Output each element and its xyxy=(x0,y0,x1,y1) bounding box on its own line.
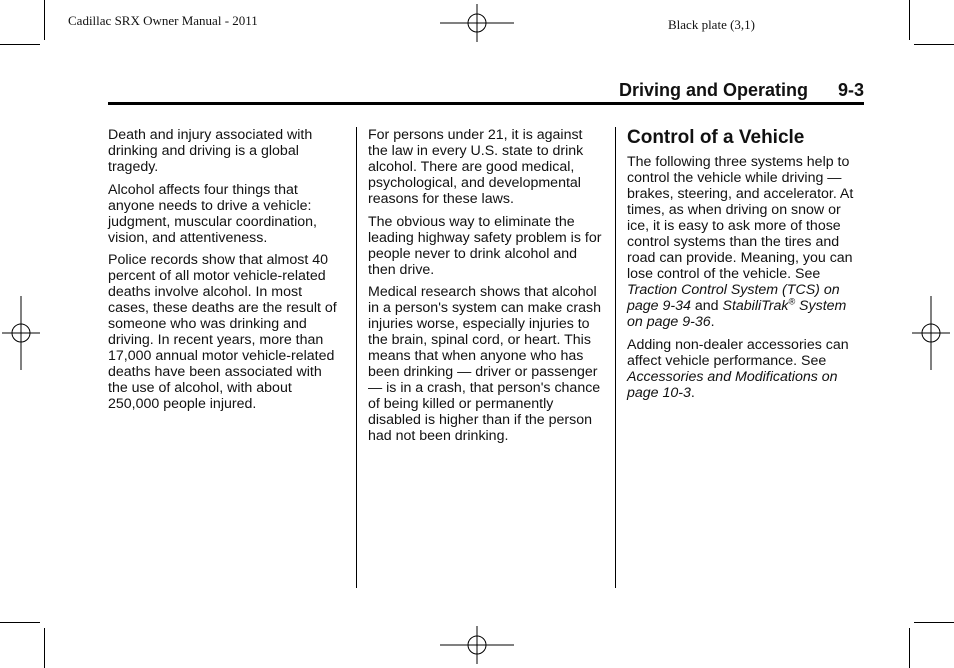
column-divider-2 xyxy=(615,127,616,588)
page-number: 9-3 xyxy=(837,80,864,100)
registration-mark-left-icon xyxy=(2,296,40,370)
section-title: Driving and Operating xyxy=(618,80,808,100)
document-title: Cadillac SRX Owner Manual - 2011 xyxy=(68,13,258,28)
accessories-reference-link[interactable]: Accessories and Modifications on page 10-3 xyxy=(627,368,838,401)
registration-mark-right-icon xyxy=(912,296,950,370)
crop-mark-bl-v xyxy=(44,628,45,668)
paragraph-text: The following three systems help to control the vehicle while driving — brakes, steering, and accelerator. At times, as when driving on snow or ice, it is easy to ask more of those control systems than the tires and road can provide. Meaning, you can lose control of the vehicle. See xyxy=(627,154,854,282)
crop-mark-tl-h xyxy=(0,44,40,45)
section-header xyxy=(108,80,864,100)
crop-mark-tr-v xyxy=(909,0,910,40)
registered-mark: ® xyxy=(788,296,796,307)
crop-mark-br-v xyxy=(909,628,910,668)
crop-mark-br-h xyxy=(914,622,954,623)
control-of-a-vehicle-heading: Control of a Vehicle xyxy=(627,127,805,148)
period: . xyxy=(690,384,695,401)
conjunction-text: and xyxy=(694,298,719,314)
crop-mark-tr-h xyxy=(914,44,954,45)
paragraph xyxy=(627,337,864,401)
paragraph: Death and injury associated with drinking and driving is a global tragedy. xyxy=(108,127,313,175)
column-divider-1 xyxy=(356,127,357,588)
column-1 xyxy=(108,127,344,419)
period: . xyxy=(710,314,715,330)
header-rule xyxy=(108,102,864,105)
stabilitrak-page-ref: System on page 9-36 xyxy=(627,298,847,330)
paragraph: Alcohol affects four things that anyone needs to drive a vehicle: judgment, muscular coordination, vision, and attentiveness. xyxy=(108,181,317,246)
paragraph: Police records show that almost 40 percent of all motor vehicle-related deaths involve alcohol. In most cases, these deaths are the result of someone who was drinking and driving. In recent years, more than 17,000 annual motor vehicle-related deaths have been associated with the use of alcohol, with about 250,000 people injured. xyxy=(108,252,337,412)
crop-mark-bl-h xyxy=(0,622,40,623)
column-2 xyxy=(368,127,605,451)
paragraph-text: Adding non-dealer accessories can affect vehicle performance. See xyxy=(627,336,849,369)
tcs-reference-link[interactable]: Traction Control System (TCS) on page 9-34 xyxy=(627,282,840,314)
paragraph: The obvious way to eliminate the leading highway safety problem is for people never to drink alcohol and then drive. xyxy=(368,213,602,278)
column-3 xyxy=(627,126,864,407)
crop-mark-tl-v xyxy=(44,0,45,40)
paragraph: Medical research shows that alcohol in a person's system can make crash injuries worse, especially injuries to the brain, spinal cord, or heart. This means that when anyone who has been drinking — driver or passenger — is in a crash, that person's chance of being killed or permanently disabled is higher than if the person had not been drinking. xyxy=(368,284,601,444)
paragraph xyxy=(627,154,864,330)
plate-label: Black plate (3,1) xyxy=(668,17,755,32)
paragraph: For persons under 21, it is against the law in every U.S. state to drink alcohol. There are good medical, psychological, and developmental reasons for these laws. xyxy=(368,127,584,207)
stabilitrak-name: StabiliTrak xyxy=(722,298,789,314)
registration-mark-top-icon xyxy=(440,4,514,42)
registration-mark-bottom-icon xyxy=(440,626,514,664)
